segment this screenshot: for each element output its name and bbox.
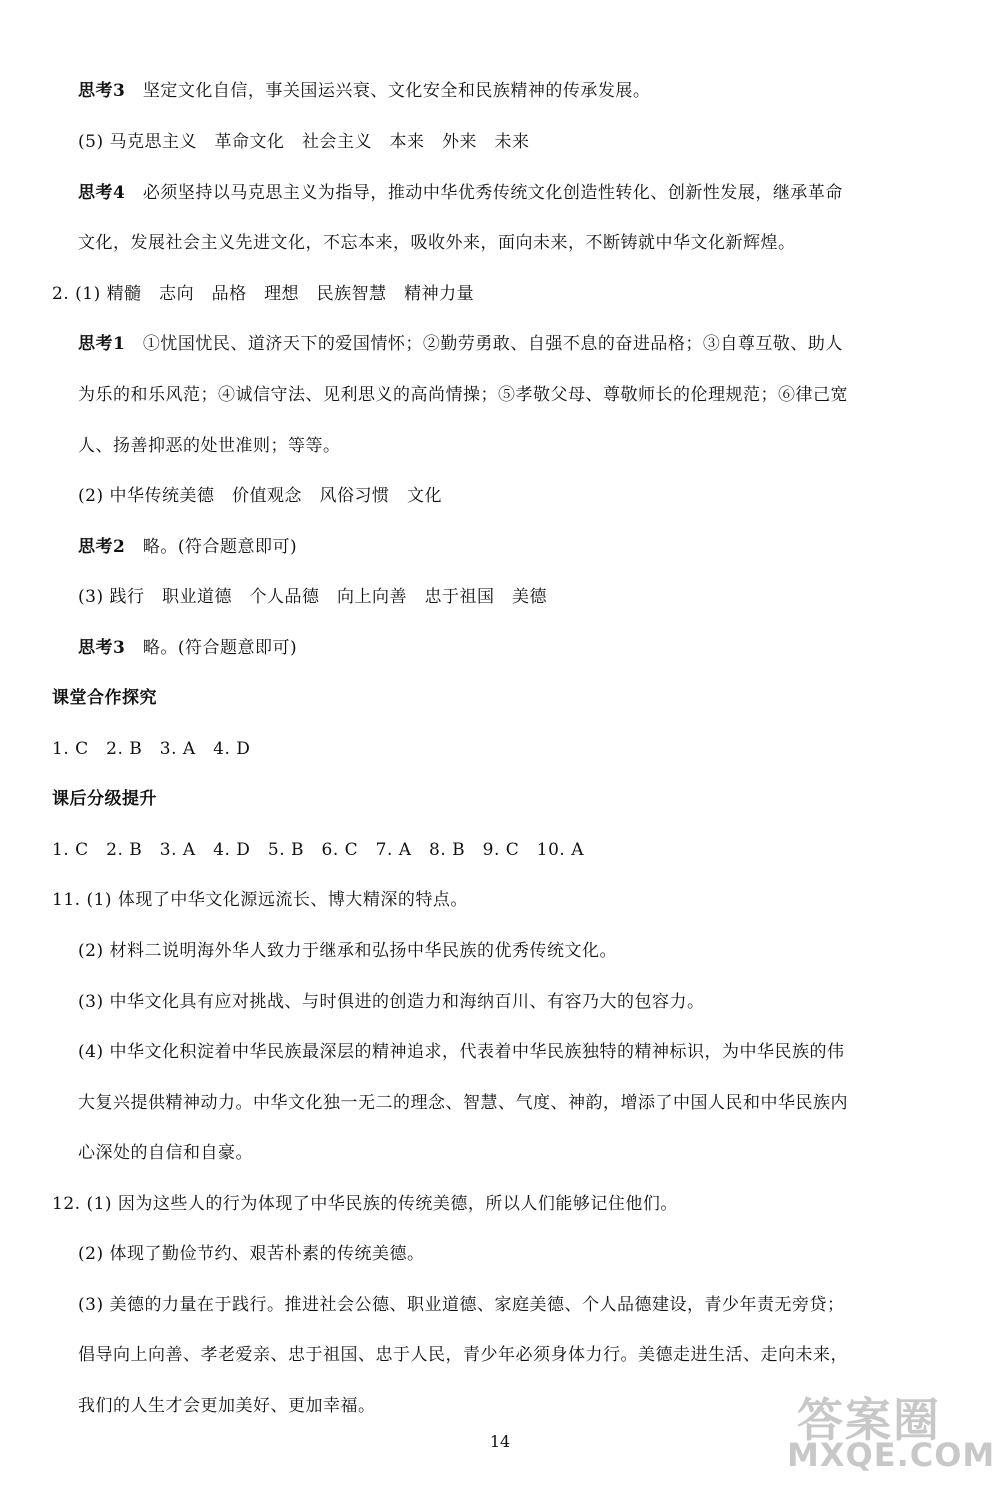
text-line (78, 1344, 848, 1366)
line-text: 坚定文化自信，事关国运兴衰、文化安全和民族精神的传承发展。 (142, 81, 651, 101)
text-line (78, 1041, 844, 1063)
line-text: (2) 中华传统美德 价值观念 风俗习惯 文化 (78, 486, 442, 506)
line-text: 略。(符合题意即可) (142, 638, 298, 658)
text-line (78, 637, 297, 659)
line-text: ①忧国忧民、道济天下的爱国情怀；②勤劳勇敢、自强不息的奋进品格；③自尊互敬、助人 (142, 334, 843, 354)
text-line (78, 1142, 253, 1164)
line-text: 12. (1) 因为这些人的行为体现了中华民族的传统美德，所以人们能够记住他们。 (52, 1194, 678, 1214)
line-text: 人、扬善抑恶的处世准则；等等。 (78, 436, 341, 456)
line-text: 倡导向上向善、孝老爱亲、忠于祖国、忠于人民，青少年必须身体力行。美德走进生活、走向未来， (78, 1345, 848, 1365)
line-text: 心深处的自信和自豪。 (78, 1143, 253, 1163)
line-label: 思考3 (78, 81, 126, 101)
text-line (78, 182, 843, 204)
line-text: 我们的人生才会更加美好、更加幸福。 (78, 1396, 376, 1416)
line-label: 思考3 (78, 638, 126, 658)
line-text: 1. C 2. B 3. A 4. D 5. B 6. C 7. A 8. B 9. C 10. A (52, 840, 585, 860)
text-line (52, 738, 250, 760)
text-line (78, 333, 843, 355)
line-text: 略。(符合题意即可) (142, 537, 298, 557)
text-line (52, 839, 584, 861)
section-heading: 课堂合作探究 (52, 688, 157, 708)
line-text: 大复兴提供精神动力。中华文化独一无二的理念、智慧、气度、神韵，增添了中国人民和中华民族内 (78, 1093, 848, 1113)
line-label: 思考4 (78, 183, 126, 203)
watermark-url: MXQE.COM (787, 1436, 996, 1474)
line-text: (2) 材料二说明海外华人致力于继承和弘扬中华民族的优秀传统文化。 (78, 941, 617, 961)
line-label: 思考1 (78, 334, 126, 354)
line-label: 思考2 (78, 537, 126, 557)
line-text: (3) 美德的力量在于践行。推进社会公德、职业道德、家庭美德、个人品德建设，青少年责无旁贷； (78, 1295, 845, 1315)
section-heading: 课后分级提升 (52, 789, 157, 809)
text-line (78, 435, 341, 457)
text-line (78, 1294, 844, 1316)
text-line (78, 131, 529, 153)
line-text: 为乐的和乐风范；④诚信守法、见利思义的高尚情操；⑤孝敬父母、尊敬师长的伦理规范；⑥律己宽 (78, 385, 848, 405)
watermark-logo-text: 答案圈 (797, 1393, 941, 1447)
text-line (52, 889, 468, 911)
text-line (78, 485, 442, 507)
line-text: 必须坚持以马克思主义为指导，推动中华优秀传统文化创造性转化、创新性发展，继承革命 (142, 183, 843, 203)
line-text: (3) 中华文化具有应对挑战、与时俱进的创造力和海纳百川、有容乃大的包容力。 (78, 992, 705, 1012)
page-number: 14 (489, 1432, 511, 1451)
text-line (78, 1092, 848, 1114)
line-text: 11. (1) 体现了中华文化源远流长、博大精深的特点。 (52, 890, 468, 910)
text-line (78, 536, 297, 558)
text-line (78, 940, 617, 962)
text-line (78, 1395, 376, 1417)
text-line (78, 586, 547, 608)
line-text: (4) 中华文化积淀着中华民族最深层的精神追求，代表着中华民族独特的精神标识，为中华民族的伟 (78, 1042, 845, 1062)
text-line (78, 1243, 424, 1265)
line-text: (3) 践行 职业道德 个人品德 向上向善 忠于祖国 美德 (78, 587, 547, 607)
text-line (78, 384, 848, 406)
watermark (787, 1384, 996, 1479)
text-line (78, 232, 796, 254)
text-line (78, 991, 704, 1013)
line-text: 文化，发展社会主义先进文化，不忘本来，吸收外来，面向未来，不断铸就中华文化新辉煌。 (78, 233, 796, 253)
text-line (52, 283, 474, 305)
line-text: 2. (1) 精髓 志向 品格 理想 民族智慧 精神力量 (52, 284, 475, 304)
text-line (78, 80, 650, 102)
line-text: (5) 马克思主义 革命文化 社会主义 本来 外来 未来 (78, 132, 530, 152)
text-line (52, 1193, 678, 1215)
line-text: (2) 体现了勤俭节约、艰苦朴素的传统美德。 (78, 1244, 425, 1264)
line-text: 1. C 2. B 3. A 4. D (52, 739, 251, 759)
